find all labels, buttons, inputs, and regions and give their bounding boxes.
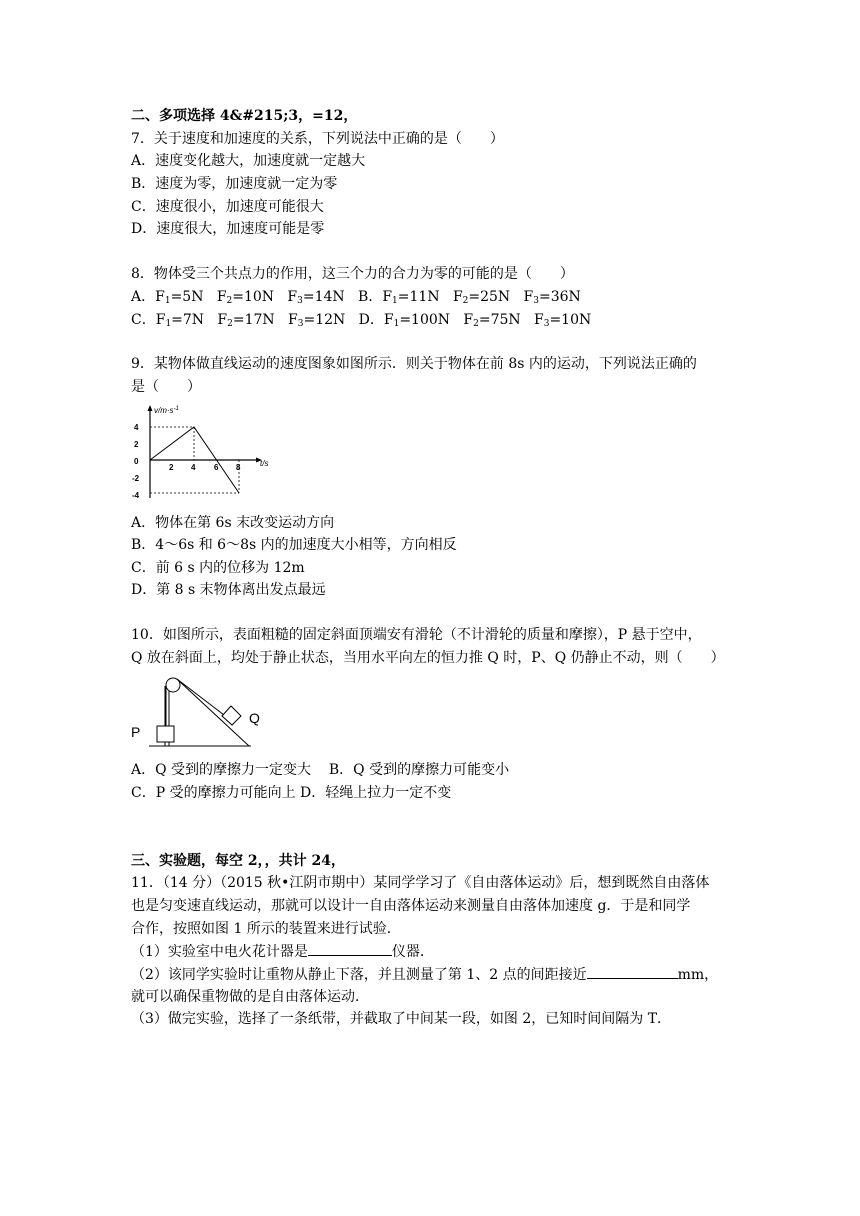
block-p xyxy=(157,726,174,742)
q7-stem: 7．关于速度和加速度的关系，下列说法中正确的是（ ） xyxy=(131,131,504,147)
q11-part2: （2）该同学实验时让重物从静止下落，并且测量了第 1、2 点的间距接近 mm， xyxy=(131,964,718,985)
q7-option-b: B．速度为零，加速度就一定为零 xyxy=(131,176,338,192)
q10-options-row2 xyxy=(131,783,451,803)
y-tick-neg4: -4 xyxy=(132,491,140,500)
q10-options-row1 xyxy=(131,760,509,780)
q11-part3: （3）做完实验，选择了一条纸带，并截取了中间某一段，如图 2，已知时间间隔为 T． xyxy=(131,1011,672,1027)
q7-option-a: A．速度变化越大，加速度就一定越大 xyxy=(131,153,366,169)
q9-option-a: A．物体在第 6s 末改变运动方向 xyxy=(131,515,335,531)
x-tick-8: 8 xyxy=(236,463,241,472)
q10-option-a: A．Q 受到的摩擦力一定变大 xyxy=(131,762,312,778)
q8-options-row1: A．$F_1=5N$ $F_2=10N$ $F_3=14N$ B．$F_1=11N$ $F_2=25N$ $F_3=36N$ xyxy=(131,289,581,306)
x-tick-4: 4 xyxy=(191,463,196,472)
q7-option-c: C．速度很小，加速度可能很大 xyxy=(131,199,324,215)
x-tick-6: 6 xyxy=(214,463,219,472)
q10-stem-line1: 10．如图所示，表面粗糙的固定斜面顶端安有滑轮（不计滑轮的质量和摩擦），P 悬于空中， xyxy=(131,627,702,643)
velocity-time-graph xyxy=(131,402,281,502)
incline-pulley-diagram xyxy=(131,672,281,752)
x-tick-2: 2 xyxy=(169,463,174,472)
q9-option-b: B．4～6s 和 6～8s 内的加速度大小相等，方向相反 xyxy=(131,537,457,553)
q10-option-c: C．P 受的摩擦力可能向上 xyxy=(131,785,296,801)
q9-option-c: C．前 6 s 内的位移为 12m xyxy=(131,560,305,576)
q8-options-row2: C．$F_1=7N$ $F_2=17N$ $F_3=12N$ D．$F_1=100N$ $F_2=75N$ $F_3=10N$ xyxy=(131,312,592,329)
q11-line2: 也是匀变速直线运动，那就可以设计一自由落体运动来测量自由落体加速度 g．于是和同学 xyxy=(131,898,691,914)
q8-a-label: A．F xyxy=(131,289,165,305)
q9-stem-line1: 9．某物体做直线运动的速度图象如图所示．则关于物体在前 8s 内的运动，下列说法正确的 xyxy=(131,356,697,372)
y-tick-neg2: -2 xyxy=(132,474,140,483)
section3-heading: 三、实验题，每空 2，，共计 24， xyxy=(131,853,345,869)
q8-d-label: D．F xyxy=(358,312,394,328)
q10-option-b: B．Q 受到的摩擦力可能变小 xyxy=(328,762,510,778)
rope-to-q xyxy=(177,679,224,715)
t-axis-label: t/s xyxy=(260,459,269,468)
q8-b-label: B．F xyxy=(358,289,393,305)
q9-option-d: D．第 8 s 末物体离出发点最远 xyxy=(131,582,326,598)
q8-c-label: C．F xyxy=(131,312,166,328)
section2-heading: 二、多项选择 4&#215;3，=12， xyxy=(131,108,358,124)
q11-part2-line2: 就可以确保重物做的是自由落体运动． xyxy=(131,989,369,1005)
answer-blank-1[interactable] xyxy=(308,941,392,956)
v-axis-label: $v/m\cdot s^{-1}$ xyxy=(154,406,179,415)
q11-line3: 合作，按照如图 1 所示的装置来进行试验． xyxy=(131,921,401,937)
y-tick-2: 2 xyxy=(134,440,139,449)
y-tick-0: 0 xyxy=(134,457,139,466)
label-p: P xyxy=(131,724,141,740)
q8-stem: 8．物体受三个共点力的作用，这三个力的合力为零的可能的是（ ） xyxy=(131,266,574,282)
answer-blank-2[interactable] xyxy=(587,964,678,979)
q11-line1: 11．（14 分）（2015 秋•江阴市期中）某同学学习了《自由落体运动》后，想到既然自由落体 xyxy=(131,875,710,891)
q9-stem-line2: 是（ ） xyxy=(131,379,201,395)
q11-part1: （1）实验室中电火花计器是 仪器． xyxy=(131,941,434,962)
block-q xyxy=(222,706,241,725)
v-axis-arrow xyxy=(148,405,153,411)
y-tick-4: 4 xyxy=(134,423,139,432)
q10-stem-line2: Q 放在斜面上，均处于静止状态，当用水平向左的恒力推 Q 时，P、Q 仍静止不动，则（ ） xyxy=(131,650,725,666)
label-q: Q xyxy=(249,710,260,726)
q7-option-d: D．速度很大，加速度可能是零 xyxy=(131,221,325,237)
q10-option-d: D．轻绳上拉力一定不变 xyxy=(300,785,452,801)
